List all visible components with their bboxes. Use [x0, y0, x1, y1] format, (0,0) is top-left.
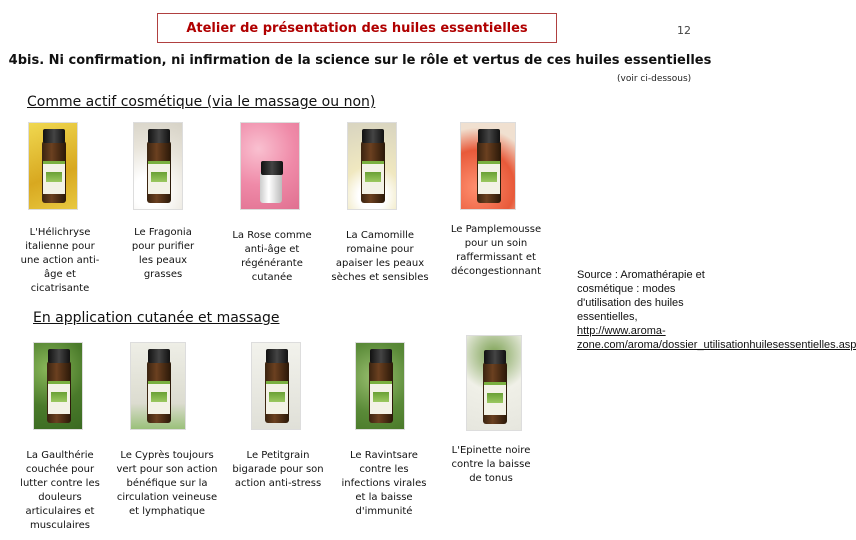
bottle-cap-icon [370, 349, 392, 363]
bottle-cap-icon [266, 349, 288, 363]
slide-title-text: Atelier de présentation des huiles essentielles [186, 20, 528, 36]
bottle-label-icon [148, 381, 170, 414]
product-image-fragonia [133, 122, 183, 210]
product-image-helichryse [28, 122, 78, 210]
source-note [577, 268, 856, 352]
product-image-cypres [130, 342, 186, 430]
page-number: 12 [677, 24, 691, 37]
product-caption-petitgrain: Le Petitgrain bigarade pour son action anti-stress [232, 450, 324, 489]
product-image-petitgrain [251, 342, 301, 430]
see-below-note: (voir ci-dessous) [617, 74, 692, 84]
bottle-label-icon [478, 161, 500, 194]
product-image-ravintsare [355, 342, 405, 430]
product-caption-gaultherie: La Gaulthérie couchée pour lutter contre les douleurs articulaires et musculaires [20, 450, 100, 531]
bottle-cap-icon [362, 129, 384, 143]
subtitle: 4bis. Ni confirmation, ni infirmation de la science sur le rôle et vertus de ces huiles essentielles [8, 53, 712, 68]
bottle-cap-icon [484, 350, 506, 364]
bottle-cap-icon [478, 129, 500, 143]
product-caption-rose: La Rose comme anti-âge et régénérante cutanée [232, 230, 312, 283]
bottle-label-icon [484, 382, 506, 415]
product-caption-epinette: L'Epinette noire contre la baisse de tonus [451, 445, 531, 484]
product-caption-ravintsare: Le Ravintsare contre les infections virales et la baisse d'immunité [341, 450, 427, 517]
bottle-cap-icon [148, 129, 170, 143]
bottle-label-icon [48, 381, 70, 414]
product-caption-pamplemousse: Le Pamplemousse pour un soin raffermissant et décongestionnant [450, 224, 542, 277]
bottle-label-icon [370, 381, 392, 414]
section-heading-cosmetic: Comme actif cosmétique (via le massage ou non) [27, 94, 376, 110]
glass-bottle-icon [260, 171, 282, 203]
bottle-cap-icon [48, 349, 70, 363]
bottle-label-icon [266, 381, 288, 414]
bottle-cap-icon [261, 161, 283, 175]
product-image-gaultherie [33, 342, 83, 430]
slide-title [157, 13, 557, 43]
bottle-cap-icon [43, 129, 65, 143]
product-image-pamplemousse [460, 122, 516, 210]
product-image-camomille [347, 122, 397, 210]
bottle-label-icon [43, 161, 65, 194]
product-caption-camomille: La Camomille romaine pour apaiser les peaux sèches et sensibles [331, 230, 429, 283]
source-label: Source : Aromathérapie et cosmétique : modes d'utilisation des huiles essentielles, [577, 269, 705, 323]
section-heading-massage: En application cutanée et massage [33, 310, 280, 326]
bottle-cap-icon [148, 349, 170, 363]
product-caption-fragonia: Le Fragonia pour purifier les peaux grasses [131, 227, 195, 280]
product-caption-cypres: Le Cyprès toujours vert pour son action bénéfique sur la circulation veineuse et lymphatique [116, 450, 218, 517]
product-caption-helichryse: L'Hélichryse italienne pour une action anti-âge et cicatrisante [20, 227, 100, 294]
source-link[interactable]: http://www.aroma-zone.com/aroma/dossier_utilisationhuilesessentielles.asp [577, 325, 856, 351]
bottle-label-icon [362, 161, 384, 194]
product-image-epinette [466, 335, 522, 431]
product-image-rose [240, 122, 300, 210]
bottle-label-icon [148, 161, 170, 194]
